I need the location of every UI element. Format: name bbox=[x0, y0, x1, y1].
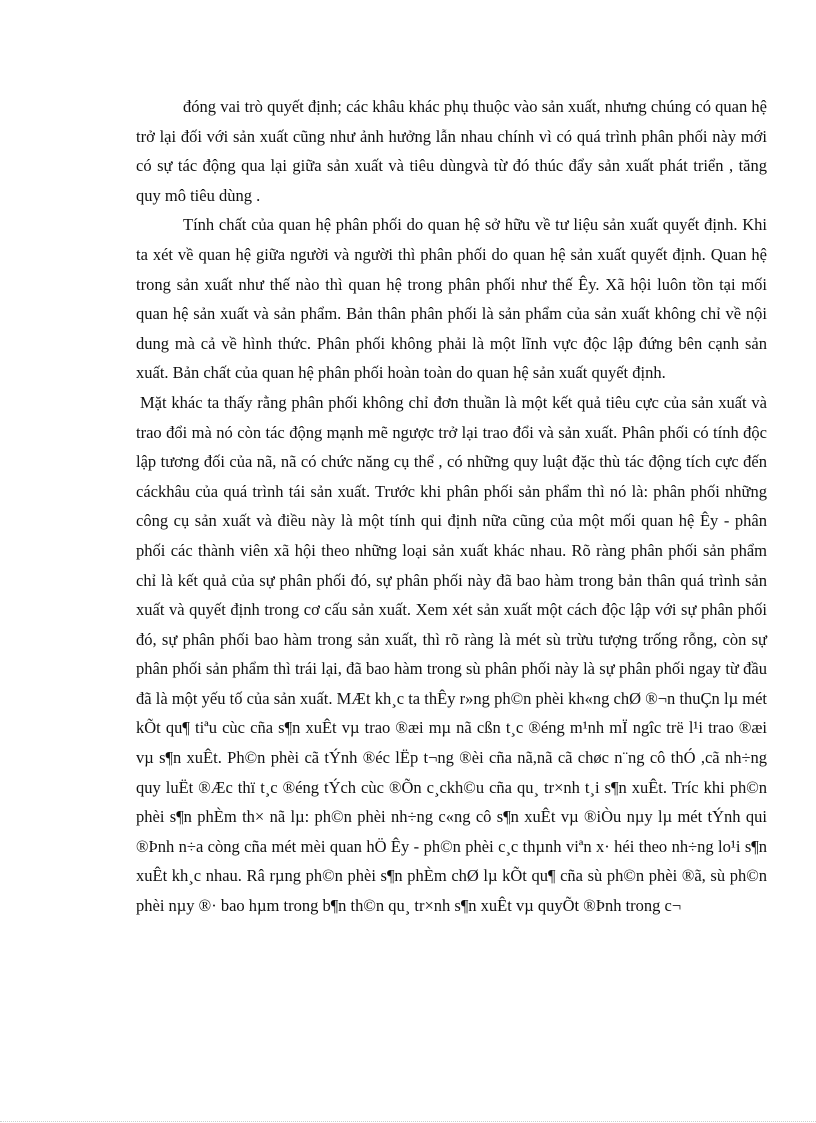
paragraph-1: đóng vai trò quyết định; các khâu khác phụ thuộc vào sản xuất, nhưng chúng có quan hệ trở lại đối với sản xuất cũng như ảnh hưởng lẫn nhau chính vì có quá trình phân phối này mới có sự tác động qua lại giữa sản xuất và tiêu dùngvà từ đó thúc đẩy sản xuất phát triển , tăng quy mô tiêu dùng . bbox=[136, 97, 767, 205]
paragraph-2: Tính chất của quan hệ phân phối do quan hệ sở hữu về tư liệu sản xuất quyết định. Khi ta xét về quan hệ giữa người và người thì phân phối do quan hệ sản xuất quyết định. Quan hệ trong sản xuất như thế nào thì quan hệ trong phân phối như thế Êy. Xã hội luôn tồn tại mối quan hệ sản xuất và sản phẩm. Bản thân phân phối là sản phẩm của sản xuất không chỉ về nội dung mà cả về hình thức. Phân phối không phải là một lĩnh vực độc lập đứng bên cạnh sản xuất. Bản chất của quan hệ phân phối hoàn toàn do quan hệ sản xuất quyết định. bbox=[136, 215, 767, 383]
paragraph-3: Mặt khác ta thấy rằng phân phối không chỉ đơn thuần là một kết quả tiêu cực của sản xuất và trao đổi mà nó còn tác động mạnh mẽ ngược trở lại trao đổi và sản xuất. Phân phối có tính độc lập tương đối của nã, nã có chức năng cụ thể , có những quy luật đặc thù tác động tích cực đến cáckhâu của quá trình tái sản xuất. Trước khi phân phối sản phẩm thì nó là: phân phối những công cụ sản xuất và điều này là một tính qui định nữa cũng của một mối quan hệ Êy - phân phối các thành viên xã hội theo những loại sản xuất khác nhau. Rõ ràng phân phối sản phẩm chỉ là kết quả của sự phân phối đó, sự phân phối này đã bao hàm trong bản thân quá trình sản xuất và quyết định trong cơ cấu sản xuất. Xem xét sản xuất một cách độc lập với sự phân phối đó, sự phân phối bao hàm trong sản xuất, thì rõ ràng là mét sù trừu tượng trống rỗng, còn sự phân phối sản phẩm thì trái lại, đã bao hàm trong sù phân phối này là sự phân phối ngay từ đầu đã là một yếu tố của sản xuất. MÆt kh¸c ta thÊy r»ng ph©n phèi kh«ng chØ ®¬n thuÇn lµ mét kÕt qu¶ tiªu cùc cña s¶n xuÊt vµ trao ®æi mµ nã cßn t¸c ®éng m¹nh mÏ ngîc trë l¹i trao ®æi vµ s¶n xuÊt. Ph©n phèi cã tÝnh ®éc lËp t¬ng ®èi cña nã,nã cã chøc n¨ng cô thÓ ,cã nh÷ng quy luËt ®Æc thï t¸c ®éng tÝch cùc ®Õn c¸ckh©u cña qu¸ tr×nh t¸i s¶n xuÊt. Tríc khi ph©n phèi s¶n phÈm th× nã lµ: ph©n phèi nh÷ng c«ng cô s¶n xuÊt vµ ®iÒu nµy lµ mét tÝnh qui ®Þnh n÷a còng cña mét mèi quan hÖ Êy - ph©n phèi c¸c thµnh viªn x· héi theo nh÷ng lo¹i s¶n xuÊt kh¸c nhau. Râ rµng ph©n phèi s¶n phÈm chØ lµ kÕt qu¶ cña sù ph©n phèi ®ã, sù ph©n phèi nµy ®· bao hµm trong b¶n th©n qu¸ tr×nh s¶n xuÊt vµ quyÕt ®Þnh trong c¬ bbox=[136, 392, 767, 916]
body-text bbox=[136, 92, 767, 921]
page-bottom-divider bbox=[0, 1121, 816, 1122]
